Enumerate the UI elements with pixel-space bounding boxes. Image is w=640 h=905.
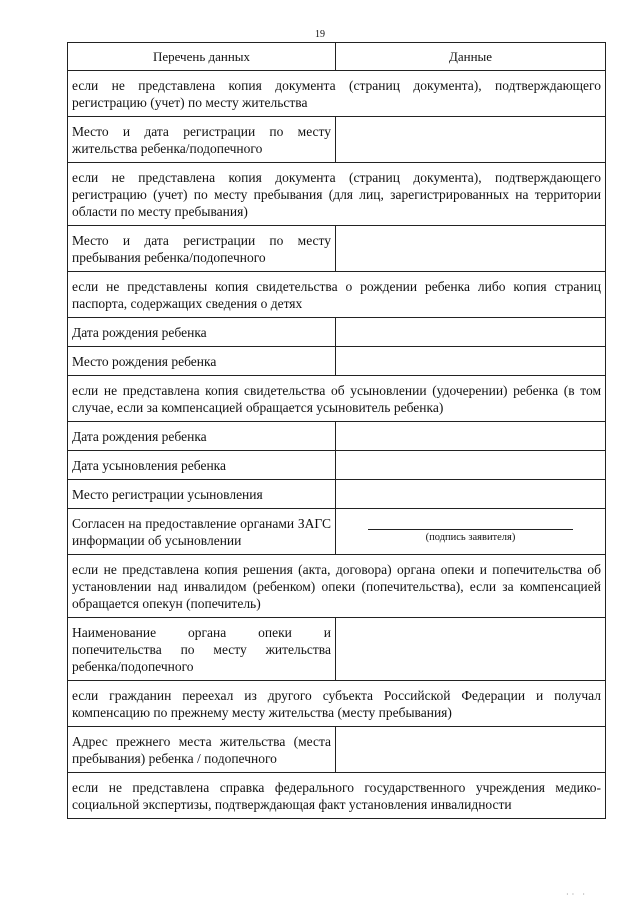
section-condition-text: если не представлена справка федерального государственного учреждения медико-социальной экспертизы, подтверждающая факт установления инвалидности	[68, 773, 606, 819]
header-col-list: Перечень данных	[68, 43, 336, 71]
section-condition-text: если гражданин переехал из другого субъекта Российской Федерации и получал компенсацию по прежнему месту жительства (месту пребывания)	[68, 681, 606, 727]
section-condition-text: если не представлена копия документа (страниц документа), подтверждающего регистрацию (учет) по месту пребывания (для лиц, зарегистрированных на территории области по месту пребывания)	[68, 163, 606, 226]
field-value-cell[interactable]	[336, 226, 606, 272]
field-label: Адрес прежнего места жительства (места пребывания) ребенка / подопечного	[68, 727, 336, 773]
section-condition-text: если не представлена копия документа (страниц документа), подтверждающего регистрацию (учет) по месту жительства	[68, 71, 606, 117]
field-row	[68, 451, 606, 480]
field-value-cell[interactable]	[336, 422, 606, 451]
header-col-data: Данные	[336, 43, 606, 71]
field-row	[68, 618, 606, 681]
consent-row	[68, 509, 606, 555]
corner-mark: ·· ·	[566, 890, 588, 899]
section-condition-row	[68, 71, 606, 117]
field-row	[68, 117, 606, 163]
field-label: Место и дата регистрации по месту пребывания ребенка/подопечного	[68, 226, 336, 272]
field-value-cell[interactable]	[336, 727, 606, 773]
field-label: Согласен на предоставление органами ЗАГС информации об усыновлении	[68, 509, 336, 555]
signature-line[interactable]	[368, 529, 573, 530]
field-label: Дата рождения ребенка	[68, 422, 336, 451]
field-value-cell[interactable]	[336, 117, 606, 163]
field-value-cell[interactable]	[336, 347, 606, 376]
section-condition-row	[68, 272, 606, 318]
table-header-row	[68, 43, 606, 71]
section-condition-row	[68, 376, 606, 422]
section-condition-row	[68, 681, 606, 727]
field-row	[68, 347, 606, 376]
section-condition-text: если не представлены копия свидетельства о рождении ребенка либо копия страниц паспорта, содержащих сведения о детях	[68, 272, 606, 318]
section-condition-text: если не представлена копия свидетельства об усыновлении (удочерении) ребенка (в том случае, если за компенсацией обращается усыновитель ребенка)	[68, 376, 606, 422]
field-label: Дата рождения ребенка	[68, 318, 336, 347]
field-label: Дата усыновления ребенка	[68, 451, 336, 480]
field-value-cell[interactable]	[336, 618, 606, 681]
data-table	[67, 42, 606, 819]
field-value-cell[interactable]	[336, 480, 606, 509]
field-label: Место рождения ребенка	[68, 347, 336, 376]
section-condition-row	[68, 773, 606, 819]
field-row	[68, 318, 606, 347]
signature-caption: (подпись заявителя)	[425, 532, 516, 543]
field-label: Место и дата регистрации по месту жительства ребенка/подопечного	[68, 117, 336, 163]
section-condition-row	[68, 555, 606, 618]
section-condition-row	[68, 163, 606, 226]
field-row	[68, 480, 606, 509]
field-row	[68, 226, 606, 272]
field-row	[68, 422, 606, 451]
page-number: 19	[315, 29, 325, 40]
field-row	[68, 727, 606, 773]
field-label: Наименование органа опеки и попечительства по месту жительства ребенка/подопечного	[68, 618, 336, 681]
section-condition-text: если не представлена копия решения (акта, договора) органа опеки и попечительства об установлении над инвалидом (ребенком) опеки (попечительства), если за компенсацией обращается опекун (попечитель)	[68, 555, 606, 618]
field-value-cell[interactable]	[336, 318, 606, 347]
field-value-cell[interactable]	[336, 451, 606, 480]
signature-cell[interactable]	[336, 509, 606, 555]
field-label: Место регистрации усыновления	[68, 480, 336, 509]
